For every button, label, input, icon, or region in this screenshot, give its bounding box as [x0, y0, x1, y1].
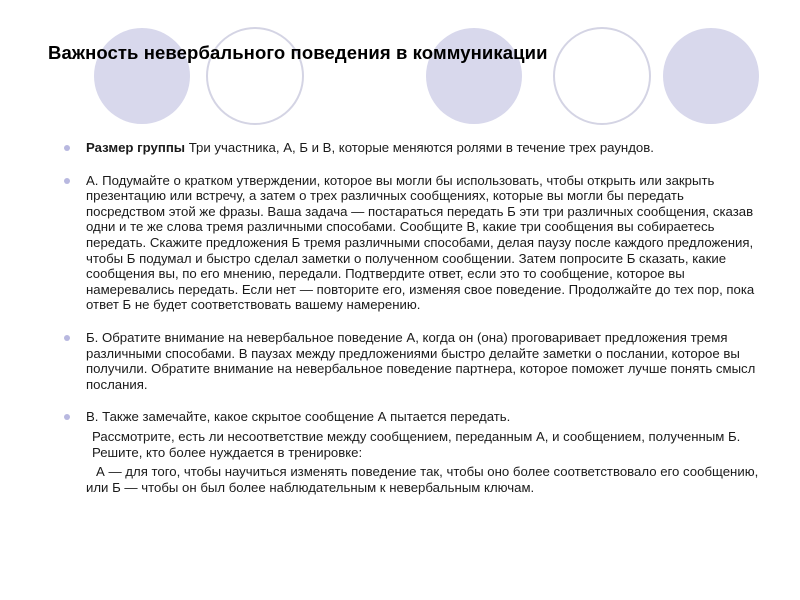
item-body: А. Подумайте о кратком утверждении, которое вы могли бы использовать, чтобы открыть или закрыть презентацию или встречу, а затем о трех различных сообщениях, которые вы могли бы передать посредством этой же фразы. Ваша задача — постараться передать Б эти три различных сообщения, сказав одни и те же слова тремя различными способами. Сообщите В, какие три сообщения вы собираетесь передать. Скажите предложения Б тремя различными способами, делая паузу после каждого предложения, чтобы Б подумал и быстро сделал заметки о полученном сообщении. Затем попросите Б сказать, какие сообщения вы, по его мнению, передали. Подтвердите ответ, если это то сообщение, которое вы намеревались передать. Если нет — повторите его, изменяя свое поведение. Продолжайте до тех пор, пока ответ Б не будет соответствовать вашему намерению. [86, 172, 755, 313]
item-sub-2: А — для того, чтобы научиться изменять поведение так, чтобы оно более соответствовало его сообщению, или Б — чтобы он был более наблюдательным к невербальным ключам. [86, 464, 759, 495]
bullet-icon [64, 145, 70, 151]
item-label: Размер группы [86, 140, 186, 155]
slide-title: Важность невербального поведения в коммуникации [48, 42, 548, 63]
list-item-v [64, 409, 764, 495]
item-text [86, 140, 764, 156]
item-body: В. Также замечайте, какое скрытое сообщение А пытается передать. [86, 409, 511, 425]
list-item-b [64, 330, 764, 392]
decor-circle-4 [553, 27, 651, 125]
bullet-icon [64, 178, 70, 184]
bullet-icon [64, 335, 70, 341]
item-sub-1: Рассмотрите, есть ли несоответствие между сообщением, переданным А, и сообщением, полученным Б. Решите, кто более нуждается в тренировке: [92, 428, 741, 460]
item-body: Три участника, А, Б и В, которые меняются ролями в течение трех раундов. [185, 140, 654, 155]
list-item-group-size [64, 140, 764, 156]
list-item-a [64, 173, 764, 313]
decor-circle-5 [663, 28, 759, 124]
bullet-icon [64, 414, 70, 420]
slide-body [64, 140, 764, 512]
item-body: Б. Обратите внимание на невербальное поведение А, когда он (она) проговаривает предложения тремя различными способами. В паузах между предложениями быстро делайте заметки о послании, которое вы получили. Обратите внимание на невербальное поведение партнера, которое поможет лучше понять смысл послания. [86, 329, 756, 392]
